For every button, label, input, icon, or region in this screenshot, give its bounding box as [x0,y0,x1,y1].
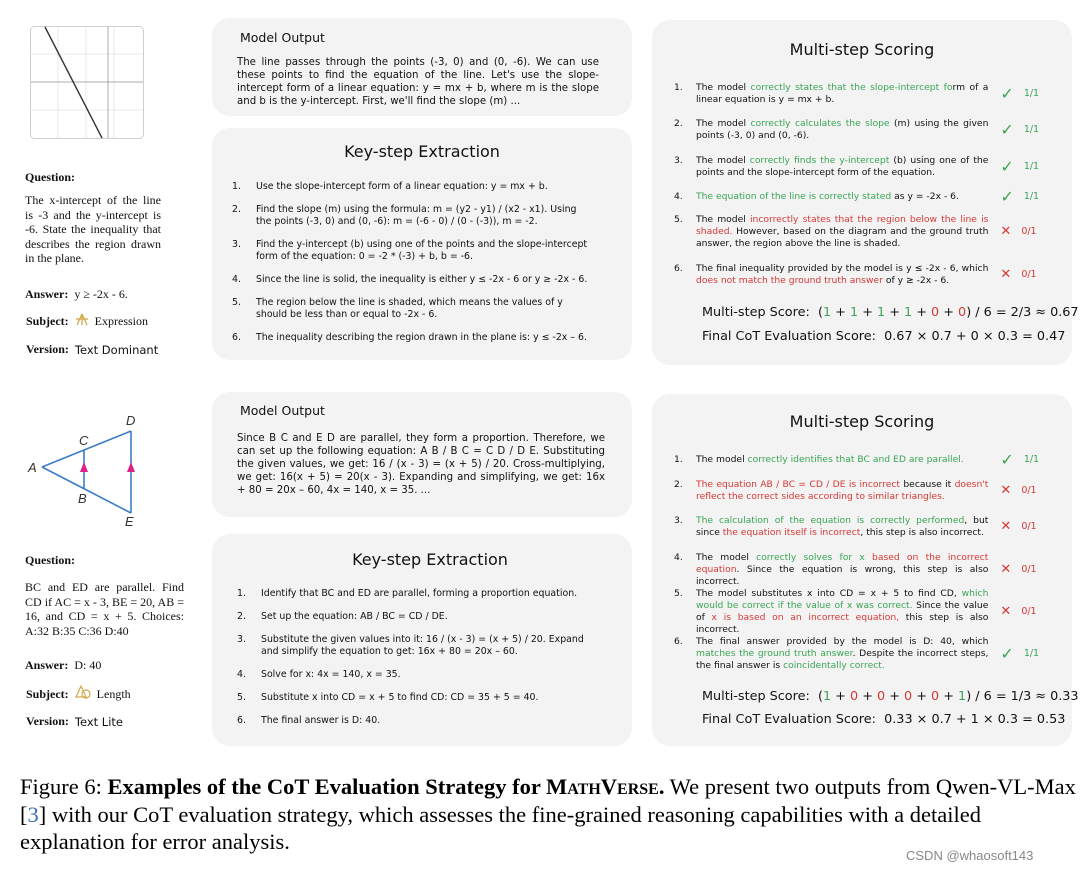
key-step-item: 1. Use the slope-intercept form of a linear equation: y = mx + b. [232,181,548,192]
graph-svg [30,26,144,139]
step-explanation: The model correctly solves for x based on the incorrect equation. Since the equation is wrong, this step is also incorrect. [696,552,989,587]
step-explanation: The equation AB / BC = CD / DE is incorrect because it doesn't reflect the correct sides according to similar triangles. [696,479,989,502]
triangle-svg [25,410,145,530]
answer-label: Answer: [25,287,69,301]
key-step-item: 3. Substitute the given values into it: 16 / (x - 3) = (x + 5) / 20. Expand and simplify the equation to get: 16x + 80 = 20x – 60. [237,634,584,657]
key-step-item: 5. The region below the line is shaded, which means the values of y should be less than or equal to -2x - 6. [232,297,563,320]
question-text: BC and ED are parallel. Find CD if AC = x - 3, BE = 20, AB = 16, and CD = x + 5. Choices: A:32 B:35 C:36 D:40 [25,580,184,638]
svg-text:C: C [79,433,89,448]
model-output-card [212,392,632,517]
final-score-value: 0.33 × 0.7 + 1 × 0.3 = 0.53 [884,712,1066,727]
version-label: Version: [26,714,69,728]
answer-value: y ≥ -2x - 6. [74,287,128,301]
check-icon: ✓ [1000,644,1014,663]
step-score [988,118,1074,142]
key-step-item: 6. The inequality describing the region drawn in the plane is: y ≤ -2x – 6. [232,332,587,343]
step-number: 2. [674,479,683,490]
step-explanation: The final answer provided by the model is D: 40, which matches the ground truth answer. Despite the incorrect steps, the final answer is coincidentally correct. [696,636,989,671]
step-number: 2. [674,118,683,129]
cross-icon: ✕ [1000,224,1012,239]
citation-link[interactable]: 3 [27,801,39,827]
score-item [674,263,1074,287]
step-number: 4. [674,191,683,202]
step-number: 3. [674,515,683,526]
step-score-value: 1/1 [1023,191,1040,202]
scoring-title: Multi-step Scoring [789,412,935,431]
key-step-item: 4. Since the line is solid, the inequality is either y ≤ -2x - 6 or y ≥ -2x - 6. [232,274,588,285]
check-icon: ✓ [1000,187,1014,206]
model-output-title: Model Output [240,403,325,418]
answer-label: Answer: [25,658,69,672]
step-score [988,515,1074,539]
key-step-item: 4. Solve for x: 4x = 140, x = 35. [237,669,401,680]
answer-value: D: 40 [74,658,102,672]
model-output-card [212,18,632,116]
step-score [988,588,1074,636]
caption-prefix: Figure 6: [20,774,108,799]
step-explanation: The model substitutes x into CD = x + 5 to find CD, which would be correct if the value of x was correct. Since the value of x is based on an incorrect equation, this step is also incorrect. [696,588,989,635]
step-explanation: The model correctly states that the slope-intercept form of a linear equation is y = mx + b. [696,82,989,105]
key-step-list [237,588,602,738]
final-cot-score [702,712,1065,727]
step-score-value: 0/1 [1021,521,1037,532]
step-score [988,552,1074,588]
scoring-card [652,394,1079,746]
svg-text:A: A [28,460,37,475]
cross-icon: ✕ [1000,562,1012,577]
key-step-item: 2. Find the slope (m) using the formula: m = (y2 - y1) / (x2 - x1). Using the points (-3, 0) and (0, -6): m = (-6 - 0) / (0 - (-3)), m = -2. [232,204,577,227]
step-number: 1. [674,82,683,93]
scoring-card [652,20,1079,365]
caption-mathverse: MathVerse [546,774,659,799]
key-step-card [212,128,632,360]
multi-step-score: Multi-step Score: (1 + 0 + 0 + 0 + 0 + 1) / 6 = 1/3 ≈ 0.33 [702,689,1079,704]
score-item [674,118,1074,142]
step-score [988,636,1074,672]
step-score-value: 1/1 [1023,648,1040,659]
key-step-title: Key-step Extraction [352,550,508,569]
multi-step-label: Multi-step Score: [702,689,810,704]
final-score-label: Final CoT Evaluation Score: [702,712,876,727]
multi-step-score: Multi-step Score: (1 + 1 + 1 + 1 + 0 + 0) / 6 = 2/3 ≈ 0.67 [702,305,1079,320]
check-icon: ✓ [1000,450,1014,469]
model-output-text: Since B C and E D are parallel, they form a proportion. Therefore, we can set up the following equation: A B / B C = C D / D E. Substituting the given values, we get: 16 / (x - 3) = (x + 5) / 20. Cross-multiplying, we get: 16(x + 5) = 20(x - 3). Expanding and simplifying, we get: 16x + 80 = 20x – 60, 4x = 140, x = 35. ... [237,433,605,496]
check-icon: ✓ [1000,120,1014,139]
key-step-title: Key-step Extraction [344,142,500,161]
multi-step-label: Multi-step Score: [702,305,810,320]
step-score-value: 1/1 [1023,454,1040,465]
step-explanation: The model incorrectly states that the region below the line is shaded. However, based on the diagram and the ground truth answer, the region above the line is shaded. [696,214,989,249]
question-label: Question: [25,170,76,184]
step-score [988,155,1074,179]
watermark: CSDN @whaosoft143 [906,848,1034,863]
cross-icon: ✕ [1000,483,1012,498]
svg-text:B: B [78,491,87,506]
figure-caption: Figure 6: Examples of the CoT Evaluation Strategy for MathVerse. We present two outputs from Qwen-VL-Max [3] with our CoT evaluation strategy, which assesses the fine-grained reasoning capabilities with a detailed explanation for error analysis. [20,774,1076,854]
cross-icon: ✕ [1000,604,1012,619]
step-score-value: 0/1 [1021,606,1037,617]
step-explanation: The final inequality provided by the model is y ≤ -2x - 6, which does not match the ground truth answer of y ≥ -2x - 6. [696,263,989,286]
subject-value: Expression [94,314,148,328]
final-score-value: 0.67 × 0.7 + 0 × 0.3 = 0.47 [884,329,1066,344]
step-score [988,263,1074,287]
key-step-list [232,181,592,355]
step-score-value: 1/1 [1023,124,1040,135]
answer-row [25,658,101,673]
step-score [988,450,1074,469]
version-value: Text Dominant [74,342,159,357]
version-row [26,342,158,357]
scoring-title: Multi-step Scoring [789,40,935,59]
subject-row [26,313,148,330]
score-item [674,187,1074,206]
step-explanation: The model correctly finds the y-intercept (b) using one of the points and the slope-intercept form of the equation. [696,155,989,178]
version-row [26,714,123,729]
cross-icon: ✕ [1000,267,1012,282]
score-item [674,214,1074,250]
score-item [674,515,1074,539]
model-output-text: The line passes through the points (-3, 0) and (0, -6). We can use these points to find the equation of the line. Let's use the slope-intercept form of a linear equation: y = mx + b, where m is the slope and b is the y-intercept. First, we'll find the slope (m) ... [237,57,599,107]
step-explanation: The equation of the line is correctly stated as y = -2x - 6. [696,191,959,202]
step-score-value: 0/1 [1021,564,1037,575]
key-step-item: 2. Set up the equation: AB / BC = CD / DE. [237,611,448,622]
key-step-item: 5. Substitute x into CD = x + 5 to find CD: CD = 35 + 5 = 40. [237,692,539,703]
subject-value: Length [96,686,131,701]
score-item [674,552,1074,588]
step-explanation: The model correctly identifies that BC and ED are parallel. [696,454,964,465]
answer-row [25,287,128,302]
step-score-value: 0/1 [1021,269,1037,280]
score-item [674,636,1074,672]
triangle-diagram [25,410,145,530]
question-label: Question: [25,553,76,567]
key-step-item: 6. The final answer is D: 40. [237,715,381,726]
cross-icon: ✕ [1000,519,1012,534]
compass-icon [75,313,89,330]
model-output-title: Model Output [240,30,325,45]
step-number: 5. [674,588,683,599]
step-score [988,479,1074,503]
check-icon: ✓ [1000,84,1014,103]
caption-bold: Examples of the CoT Evaluation Strategy for [107,774,547,799]
step-score-value: 0/1 [1021,485,1037,496]
subject-row [26,685,131,703]
step-explanation: The calculation of the equation is correctly performed, but since the equation itself is incorrect, this step is also incorrect. [696,515,989,538]
score-item [674,588,1074,636]
key-step-item: 1. Identify that BC and ED are parallel, forming a proportion equation. [237,588,578,599]
key-step-card [212,534,632,746]
step-score [988,82,1074,106]
step-number: 6. [674,636,683,647]
step-score-value: 1/1 [1023,161,1040,172]
key-step-item: 3. Find the y-intercept (b) using one of the points and the slope-intercept form of the equation: 0 = -2 * (-3) + b, b = -6. [232,239,588,262]
step-score [988,214,1074,250]
final-score-label: Final CoT Evaluation Score: [702,329,876,344]
step-explanation: The model correctly calculates the slope (m) using the given points (-3, 0) and (0, -6). [696,118,989,141]
version-value: Text Lite [74,714,123,729]
step-score [988,187,1074,206]
svg-text:E: E [125,514,134,529]
step-number: 1. [674,454,683,465]
version-label: Version: [26,342,69,356]
step-score-value: 1/1 [1023,88,1040,99]
step-number: 5. [674,214,683,225]
question-text: The x-intercept of the line is -3 and the y-intercept is -6. State the inequality that describes the region drawn in the plane. [25,193,161,266]
score-item [674,155,1074,179]
shapes-icon [75,685,91,703]
step-number: 4. [674,552,683,563]
score-item [674,82,1074,106]
step-number: 6. [674,263,683,274]
subject-label: Subject: [26,686,69,701]
score-item [674,479,1074,503]
svg-text:D: D [126,413,136,428]
score-item [674,450,1074,469]
inequality-graph [30,26,144,139]
check-icon: ✓ [1000,157,1014,176]
step-score-value: 0/1 [1021,226,1037,237]
subject-label: Subject: [26,314,69,328]
caption-text: We present two outputs from Qwen-VL-Max [ [20,774,1076,827]
final-cot-score [702,329,1065,344]
step-number: 3. [674,155,683,166]
